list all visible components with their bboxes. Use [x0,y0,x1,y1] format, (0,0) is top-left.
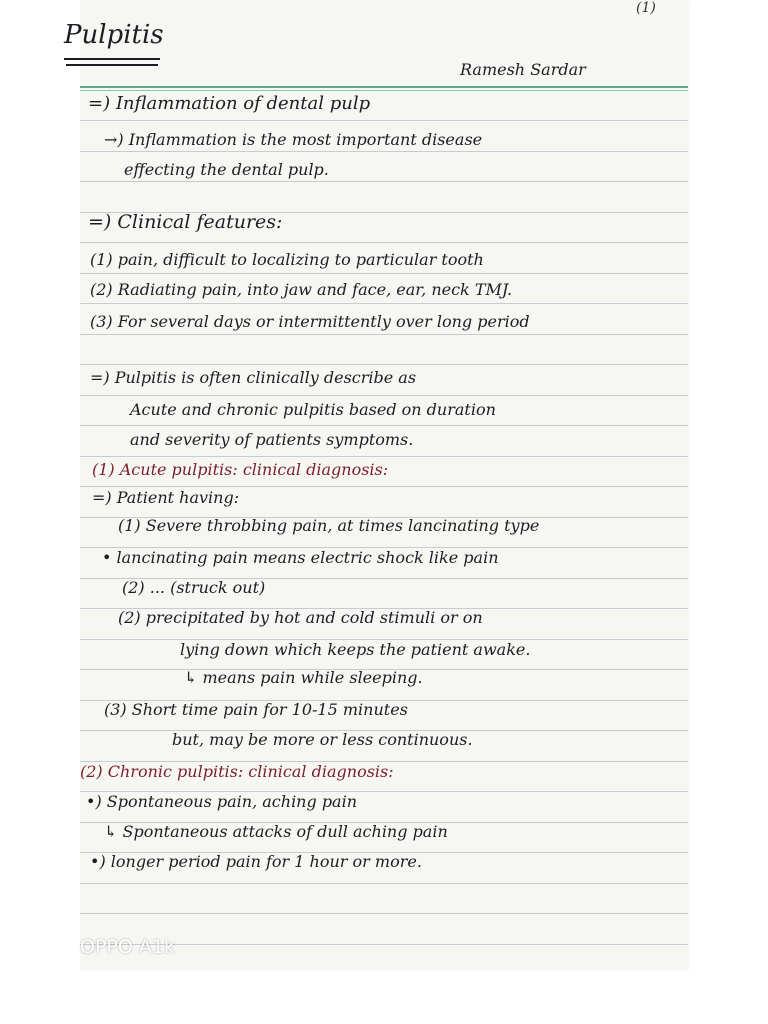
ruled-line [80,486,688,487]
note-line: =) Inflammation of dental pulp [88,93,371,114]
title-underline-double [66,64,158,66]
note-line: ↳ means pain while sleeping. [184,668,423,687]
note-line: =) Pulpitis is often clinically describe as [90,368,417,387]
ruled-line [80,364,688,365]
ruled-line [80,425,688,426]
note-line: (2) Chronic pulpitis: clinical diagnosis: [80,762,394,781]
note-line: (2) ... (struck out) [122,578,266,597]
note-line: • lancinating pain means electric shock like pain [102,548,499,567]
note-line: Acute and chronic pulpitis based on duration [130,400,496,419]
header-rule-secondary [80,90,688,91]
note-line: (1) Severe throbbing pain, at times lancinating type [118,516,540,535]
note-line: (1) pain, difficult to localizing to particular tooth [90,250,484,269]
camera-watermark: OPPO A1k [80,936,175,958]
note-line: (1) Acute pulpitis: clinical diagnosis: [92,460,389,479]
note-line: ↳ Spontaneous attacks of dull aching pain [104,822,448,841]
ruled-line [80,242,688,243]
note-line: (2) precipitated by hot and cold stimuli or on [118,608,483,627]
note-line: (3) Short time pain for 10-15 minutes [104,700,408,719]
note-line: effecting the dental pulp. [124,160,329,179]
ruled-line [80,334,688,335]
page-title: Pulpitis [64,20,164,50]
note-line: =) Clinical features: [88,211,283,233]
ruled-line [80,120,688,121]
ruled-line [80,456,688,457]
ruled-line [80,303,688,304]
ruled-line [80,395,688,396]
title-underline [64,58,160,60]
note-line: •) longer period pain for 1 hour or more. [90,852,422,871]
page-number: (1) [636,0,656,16]
note-line: lying down which keeps the patient awake. [180,640,531,659]
ruled-line [80,913,688,914]
ruled-line [80,151,688,152]
note-line: but, may be more or less continuous. [172,730,473,749]
header-rule [80,86,688,88]
ruled-line [80,181,688,182]
note-line: =) Patient having: [92,488,240,507]
note-line: and severity of patients symptoms. [130,430,414,449]
note-line: (3) For several days or intermittently over long period [90,312,530,331]
note-line: (2) Radiating pain, into jaw and face, ear, neck TMJ. [90,280,513,299]
author-signature: Ramesh Sardar [460,60,586,79]
note-line: •) Spontaneous pain, aching pain [86,792,358,811]
note-line: →) Inflammation is the most important disease [104,130,483,149]
ruled-line [80,273,688,274]
ruled-line [80,883,688,884]
